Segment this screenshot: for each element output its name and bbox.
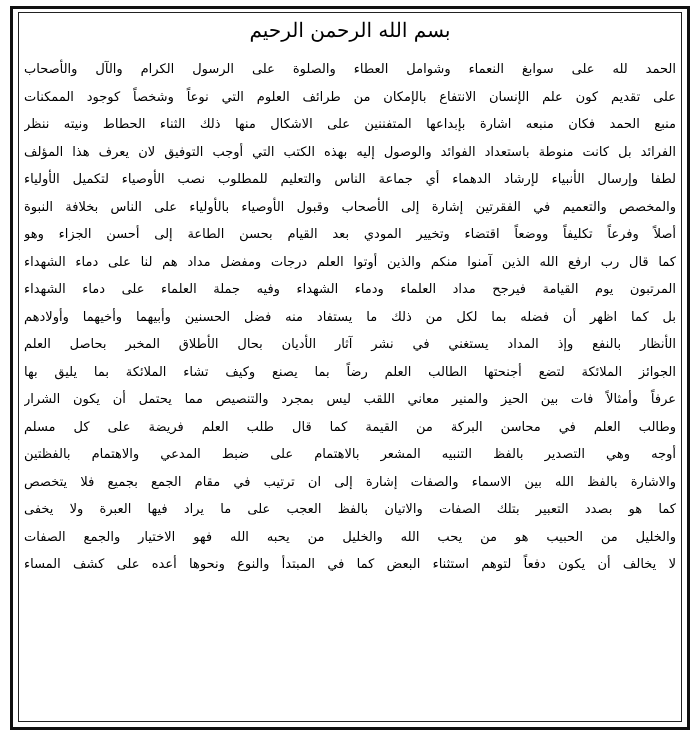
text-line: أصلاً وفرعاً تكليفاً ووضعاً اقتضاء وتخيير المودي بعد القيام بحسن الطاعة إلى أحسن الجزاء وهو	[24, 227, 676, 242]
text-line: لا يخالف أن يكون دفعاً لتوهم استثناء البعض كما في المبتدأ والنوع ونحوها أعده على كشف المساء	[24, 557, 676, 572]
manuscript-text-block	[24, 56, 676, 716]
text-line: والمخصص والتعميم في الفقرتين إشارة إلى الأصحاب وقبول الأوصياء بالأولياء على الناس بخلافة النبوة	[24, 199, 676, 215]
text-line: على تقديم كون علم الإنسان الانتفاع بالإمكان من طرائف العلوم التي نوعاً وشخصاً كوجود الممكنات	[24, 89, 676, 105]
text-line: كما هو بصدد التعبير بتلك الصفات والاتيان بالفظ العجب على ما يراد فيها العبرة ولا يخفى	[24, 502, 676, 517]
basmala-heading: بسم الله الرحمن الرحيم	[249, 18, 451, 42]
text-line: وطالب العلم في محاسن البركة من القيمة كما قال طلب العلم فريضة على كل مسلم	[24, 419, 676, 435]
text-line: والاشارة بالفظ الله بين الاسماء والصفات إشارة إلى ان ترتيب في مقام الجمع بجميع فلا يتخصص	[24, 474, 676, 490]
text-line: الأنظار بالنفع وإذ المداد يستغني في نشر آثار الأديان بحال الأطلاق المخبر بحاصل العلم	[24, 337, 676, 352]
text-line: والخليل من الحبيب هو من يحب الله والخليل من يحبه الله فهو الاختيار والجمع الصفات	[24, 529, 676, 545]
text-line: منبع الحمد فكان منبعه اشارة بإبداعها المتفننين على الاشكال منها ذلك الثناء الحطاط ونيته ننظر	[24, 117, 676, 132]
text-line: عرفاً وأمثالاً فات بين الحيز والمنير معاني اللقب ليس بمجرد والتنصيص مما يحتمل أن يكون الشرار	[24, 392, 676, 407]
text-line: بل كما اظهر أن فضله بما لكل من ذلك ما يستفاد منه فضل الحسنين وأبيهما وأخيهما وأولادهم	[24, 309, 676, 325]
text-line: لطفا وإرسال الأنبياء لإرشاد الدهماء أي جماعة الناس والتعليم للمطلوب نصب الأوصياء لتكميل الأولياء	[24, 172, 676, 187]
text-line: الحمد لله على سوابغ النعماء وشوامل العطاء والصلوة على الرسول الكرام والآل والأصحاب	[24, 62, 676, 77]
text-line: الجوائز الملائكة لتضع أجنحتها الطالب العلم رضاً بما يصنع وكيف تشاء الملائكة بما يليق بها	[24, 364, 676, 380]
text-line: أوجه وهي التصدير بالفظ التنبيه المشعر بالاهتمام على ضبط المدعي والاهتمام بالفظتين	[24, 447, 676, 462]
text-line: الفرائد بل كانت منوطة باستعداد الفوائد والوصول إليه بهذه الكتب التي أوجب التوفيق لان يعرف هذا المؤلف	[24, 144, 676, 160]
text-line: المرتبون يوم القيامة فيرجح مداد العلماء ودماء الشهداء وفيه جملة العلماء على دماء الشهداء	[24, 282, 676, 297]
text-line: كما قال رب ارفع الله الذين آمنوا منكم والذين أوتوا العلم درجات ومفضل مداد هم لنا على دماء الشهداء	[24, 254, 676, 270]
